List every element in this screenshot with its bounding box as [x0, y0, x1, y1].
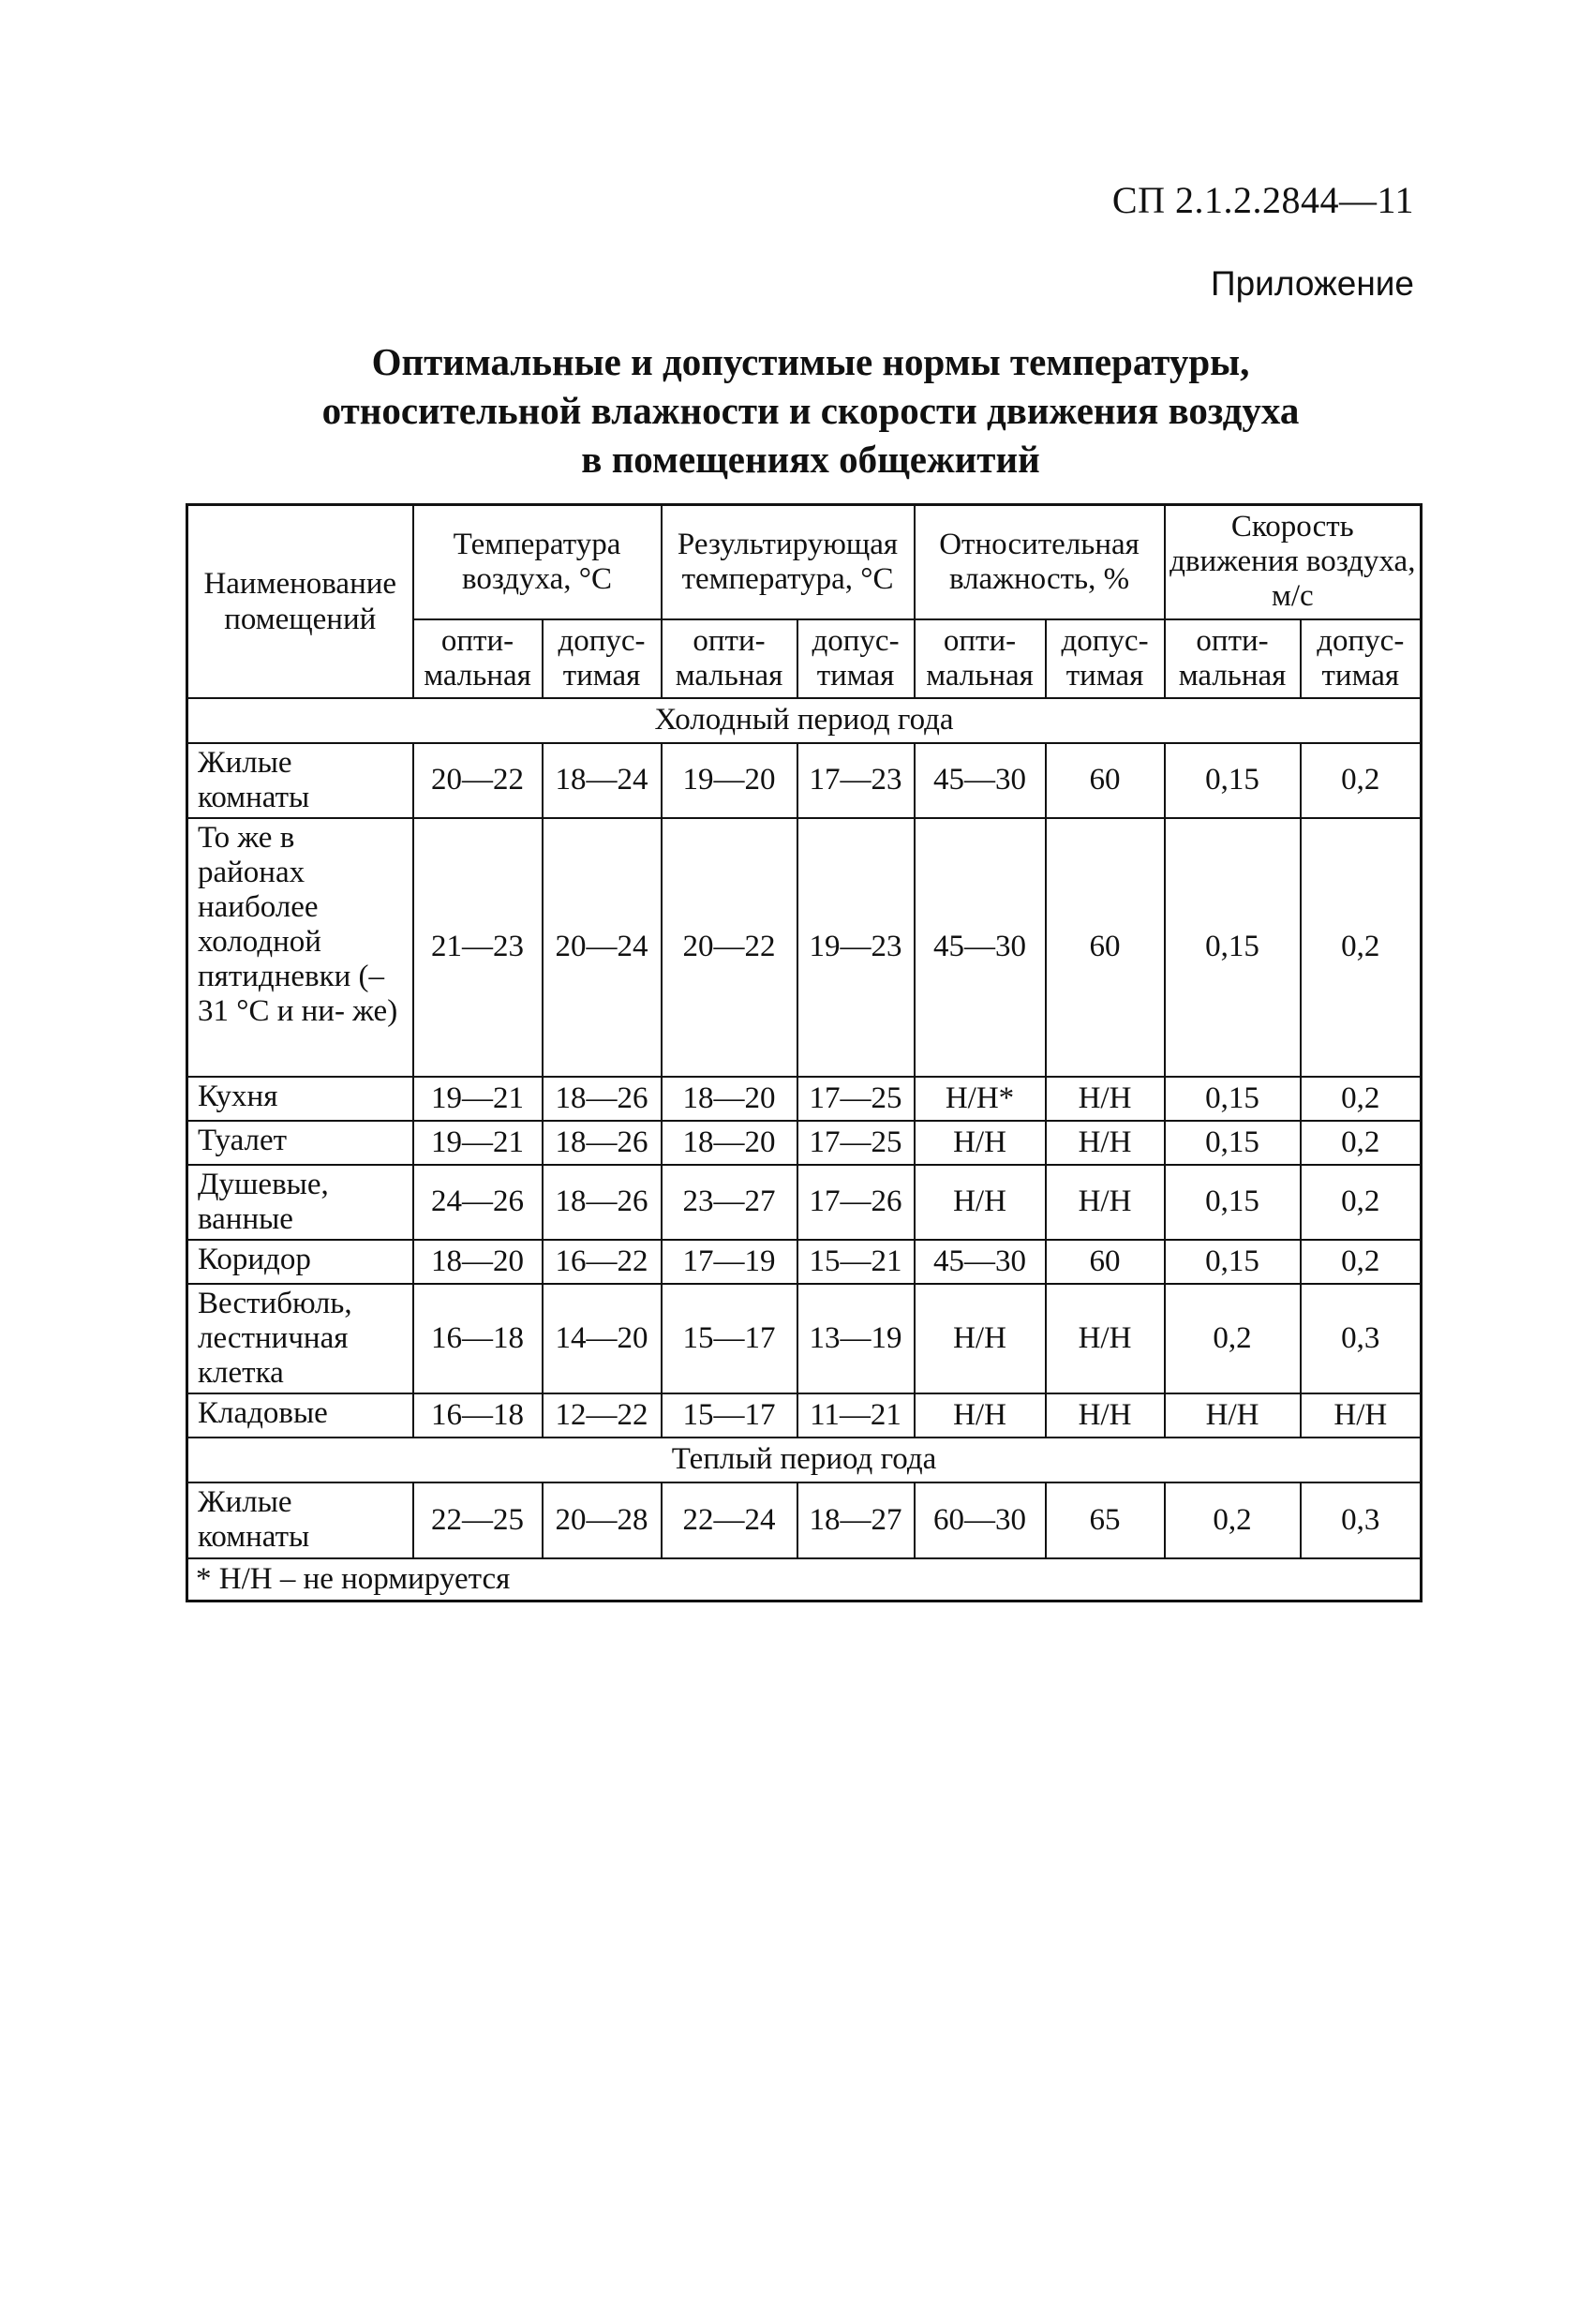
column-header-air-velocity: Скорость движения воздуха, м/с: [1165, 505, 1422, 619]
document-code: СП 2.1.2.2844—11: [1111, 179, 1414, 221]
value-cell: 22—25: [413, 1482, 543, 1558]
value-cell: 20—28: [543, 1482, 662, 1558]
value-cell: 45—30: [915, 818, 1046, 1077]
value-cell: 0,2: [1165, 1284, 1301, 1393]
period-heading: Теплый период года: [187, 1438, 1422, 1482]
norms-table: [186, 503, 1423, 1602]
value-cell: 24—26: [413, 1165, 543, 1240]
subheader-permissible: допус- тимая: [543, 619, 662, 698]
footnote-row: [187, 1558, 1422, 1601]
room-name-cell: То же в районах наиболее холодной пятидневки (–31 °C и ни- же): [187, 818, 413, 1077]
column-header-relative-humidity: Относительная влажность, %: [915, 505, 1165, 619]
subheader-permissible: допус- тимая: [1301, 619, 1422, 698]
value-cell: 0,15: [1165, 818, 1301, 1077]
period-heading: Холодный период года: [187, 698, 1422, 743]
table-row: [187, 1165, 1422, 1240]
period-row: [187, 698, 1422, 743]
norms-table-container: [186, 503, 1420, 1602]
value-cell: 18—20: [662, 1121, 797, 1165]
table-row: [187, 1121, 1422, 1165]
value-cell: 0,15: [1165, 743, 1301, 818]
title-line: Оптимальные и допустимые нормы температуры,: [371, 340, 1250, 383]
value-cell: 17—25: [797, 1121, 915, 1165]
value-cell: 20—22: [413, 743, 543, 818]
value-cell: Н/Н*: [915, 1077, 1046, 1121]
value-cell: 18—26: [543, 1121, 662, 1165]
value-cell: 0,3: [1301, 1482, 1422, 1558]
value-cell: 60: [1046, 818, 1165, 1077]
title-line: относительной влажности и скорости движения воздуха: [321, 389, 1300, 432]
table-body: [187, 698, 1422, 1601]
value-cell: 0,3: [1301, 1284, 1422, 1393]
page-title: [187, 337, 1434, 484]
room-name-cell: Жилые комнаты: [187, 743, 413, 818]
room-name-cell: Кухня: [187, 1077, 413, 1121]
value-cell: 0,2: [1301, 1077, 1422, 1121]
value-cell: Н/Н: [915, 1393, 1046, 1438]
value-cell: Н/Н: [915, 1284, 1046, 1393]
value-cell: 17—19: [662, 1240, 797, 1284]
room-name-cell: Коридор: [187, 1240, 413, 1284]
value-cell: 16—22: [543, 1240, 662, 1284]
subheader-permissible: допус- тимая: [1046, 619, 1165, 698]
table-row: [187, 1240, 1422, 1284]
room-name-cell: Кладовые: [187, 1393, 413, 1438]
value-cell: 17—26: [797, 1165, 915, 1240]
value-cell: 19—21: [413, 1077, 543, 1121]
value-cell: 18—26: [543, 1165, 662, 1240]
value-cell: 0,2: [1301, 818, 1422, 1077]
value-cell: 60: [1046, 1240, 1165, 1284]
value-cell: 17—23: [797, 743, 915, 818]
value-cell: 15—17: [662, 1284, 797, 1393]
value-cell: Н/Н: [1046, 1077, 1165, 1121]
value-cell: 18—26: [543, 1077, 662, 1121]
value-cell: 11—21: [797, 1393, 915, 1438]
table-row: [187, 818, 1422, 1077]
value-cell: 18—20: [413, 1240, 543, 1284]
appendix-label: Приложение: [1210, 264, 1414, 303]
value-cell: 23—27: [662, 1165, 797, 1240]
value-cell: 0,15: [1165, 1240, 1301, 1284]
value-cell: 18—20: [662, 1077, 797, 1121]
room-name-cell: Вестибюль, лестничная клетка: [187, 1284, 413, 1393]
value-cell: Н/Н: [1046, 1393, 1165, 1438]
value-cell: 65: [1046, 1482, 1165, 1558]
table-row: [187, 1284, 1422, 1393]
room-name-cell: Жилые комнаты: [187, 1482, 413, 1558]
subheader-permissible: допус- тимая: [797, 619, 915, 698]
value-cell: Н/Н: [1046, 1165, 1165, 1240]
value-cell: Н/Н: [1301, 1393, 1422, 1438]
value-cell: 16—18: [413, 1284, 543, 1393]
subheader-optimal: опти- мальная: [915, 619, 1046, 698]
value-cell: 0,2: [1301, 1240, 1422, 1284]
value-cell: 19—23: [797, 818, 915, 1077]
value-cell: 0,2: [1301, 743, 1422, 818]
table-row: [187, 743, 1422, 818]
value-cell: 21—23: [413, 818, 543, 1077]
value-cell: 20—22: [662, 818, 797, 1077]
value-cell: 18—24: [543, 743, 662, 818]
period-row: [187, 1438, 1422, 1482]
subheader-optimal: опти- мальная: [1165, 619, 1301, 698]
value-cell: 60: [1046, 743, 1165, 818]
value-cell: Н/Н: [915, 1165, 1046, 1240]
table-row: [187, 1077, 1422, 1121]
value-cell: Н/Н: [1046, 1121, 1165, 1165]
value-cell: 17—25: [797, 1077, 915, 1121]
value-cell: Н/Н: [1165, 1393, 1301, 1438]
value-cell: 0,2: [1301, 1165, 1422, 1240]
title-line: в помещениях общежитий: [581, 438, 1040, 481]
value-cell: Н/Н: [1046, 1284, 1165, 1393]
column-header-air-temperature: Температура воздуха, °C: [413, 505, 662, 619]
value-cell: 0,15: [1165, 1165, 1301, 1240]
value-cell: 45—30: [915, 1240, 1046, 1284]
value-cell: 15—21: [797, 1240, 915, 1284]
value-cell: 13—19: [797, 1284, 915, 1393]
subheader-optimal: опти- мальная: [662, 619, 797, 698]
value-cell: 0,15: [1165, 1077, 1301, 1121]
value-cell: Н/Н: [915, 1121, 1046, 1165]
table-head: [187, 505, 1422, 698]
value-cell: 0,2: [1165, 1482, 1301, 1558]
value-cell: 12—22: [543, 1393, 662, 1438]
value-cell: 20—24: [543, 818, 662, 1077]
room-name-cell: Душевые, ванные: [187, 1165, 413, 1240]
value-cell: 15—17: [662, 1393, 797, 1438]
room-name-cell: Туалет: [187, 1121, 413, 1165]
column-header-room-name: Наименование помещений: [187, 505, 413, 698]
value-cell: 0,15: [1165, 1121, 1301, 1165]
value-cell: 60—30: [915, 1482, 1046, 1558]
value-cell: 14—20: [543, 1284, 662, 1393]
header-row: [187, 505, 1422, 619]
column-header-resulting-temperature: Результирующая температура, °C: [662, 505, 915, 619]
value-cell: 18—27: [797, 1482, 915, 1558]
subheader-optimal: опти- мальная: [413, 619, 543, 698]
table-row: [187, 1482, 1422, 1558]
value-cell: 22—24: [662, 1482, 797, 1558]
footnote: * Н/Н – не нормируется: [187, 1558, 1422, 1601]
value-cell: 16—18: [413, 1393, 543, 1438]
value-cell: 19—20: [662, 743, 797, 818]
table-row: [187, 1393, 1422, 1438]
value-cell: 19—21: [413, 1121, 543, 1165]
value-cell: 0,2: [1301, 1121, 1422, 1165]
value-cell: 45—30: [915, 743, 1046, 818]
